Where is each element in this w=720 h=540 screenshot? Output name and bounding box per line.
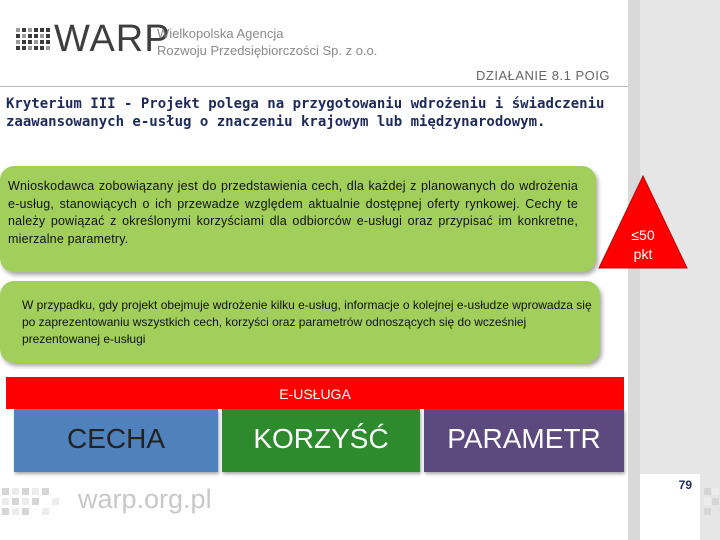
footer-pattern-icon	[2, 486, 62, 516]
logo-subtitle-line2: Rozwoju Przedsiębiorczości Sp. z o.o.	[157, 43, 378, 58]
requirement-box	[0, 166, 596, 272]
points-label	[612, 226, 674, 264]
logo-subtitle-line1: Wielkopolska Agencja	[157, 26, 284, 41]
points-value: ≤50	[631, 227, 655, 243]
page-number: 79	[678, 478, 692, 492]
column-feature: CECHA	[14, 409, 218, 472]
footer-url: warp.org.pl	[78, 484, 212, 514]
note-box	[0, 281, 600, 363]
e-service-header: E-USŁUGA	[6, 377, 624, 409]
points-unit: pkt	[633, 246, 653, 262]
header-divider	[0, 86, 628, 87]
right-side-strip-inner	[640, 0, 720, 540]
footer-pattern-right-icon	[700, 486, 720, 516]
slide-title: Kryterium III - Projekt polega na przygotowaniu wdrożeniu i świadczeniu zaawansowanych e-usług o znaczeniu krajowym lub międzynarodowym.	[6, 96, 605, 130]
action-label: DZIAŁANIE 8.1 POIG	[476, 68, 610, 83]
warp-logo-grid-icon	[16, 28, 52, 50]
column-parameter: PARAMETR	[424, 409, 624, 472]
column-benefit: KORZYŚĆ	[222, 409, 420, 472]
logo-subtitle	[157, 25, 377, 59]
requirement-text: Wnioskodawca zobowiązany jest do przedstawienia cech, dla każdej z planowanych do wdrożenia e-usług, stanowiących o ich przewadze względem aktualnie dostępnej oferty rynkowej. Cechy te należy powiązać z określonymi korzyściami dla odbiorców e-usługi oraz przypisać im konkretne, mierzalne parametry.	[8, 179, 578, 246]
note-text: W przypadku, gdy projekt obejmuje wdrożenie kilku e-usług, informacje o kolejnej e-usłudze wprowadza się po zaprezentowaniu wszystkich cech, korzyści oraz parametrów odnoszących się do wcześniej prezentowanej e-usługi	[22, 298, 592, 346]
logo-wordmark: WARP	[54, 18, 171, 60]
